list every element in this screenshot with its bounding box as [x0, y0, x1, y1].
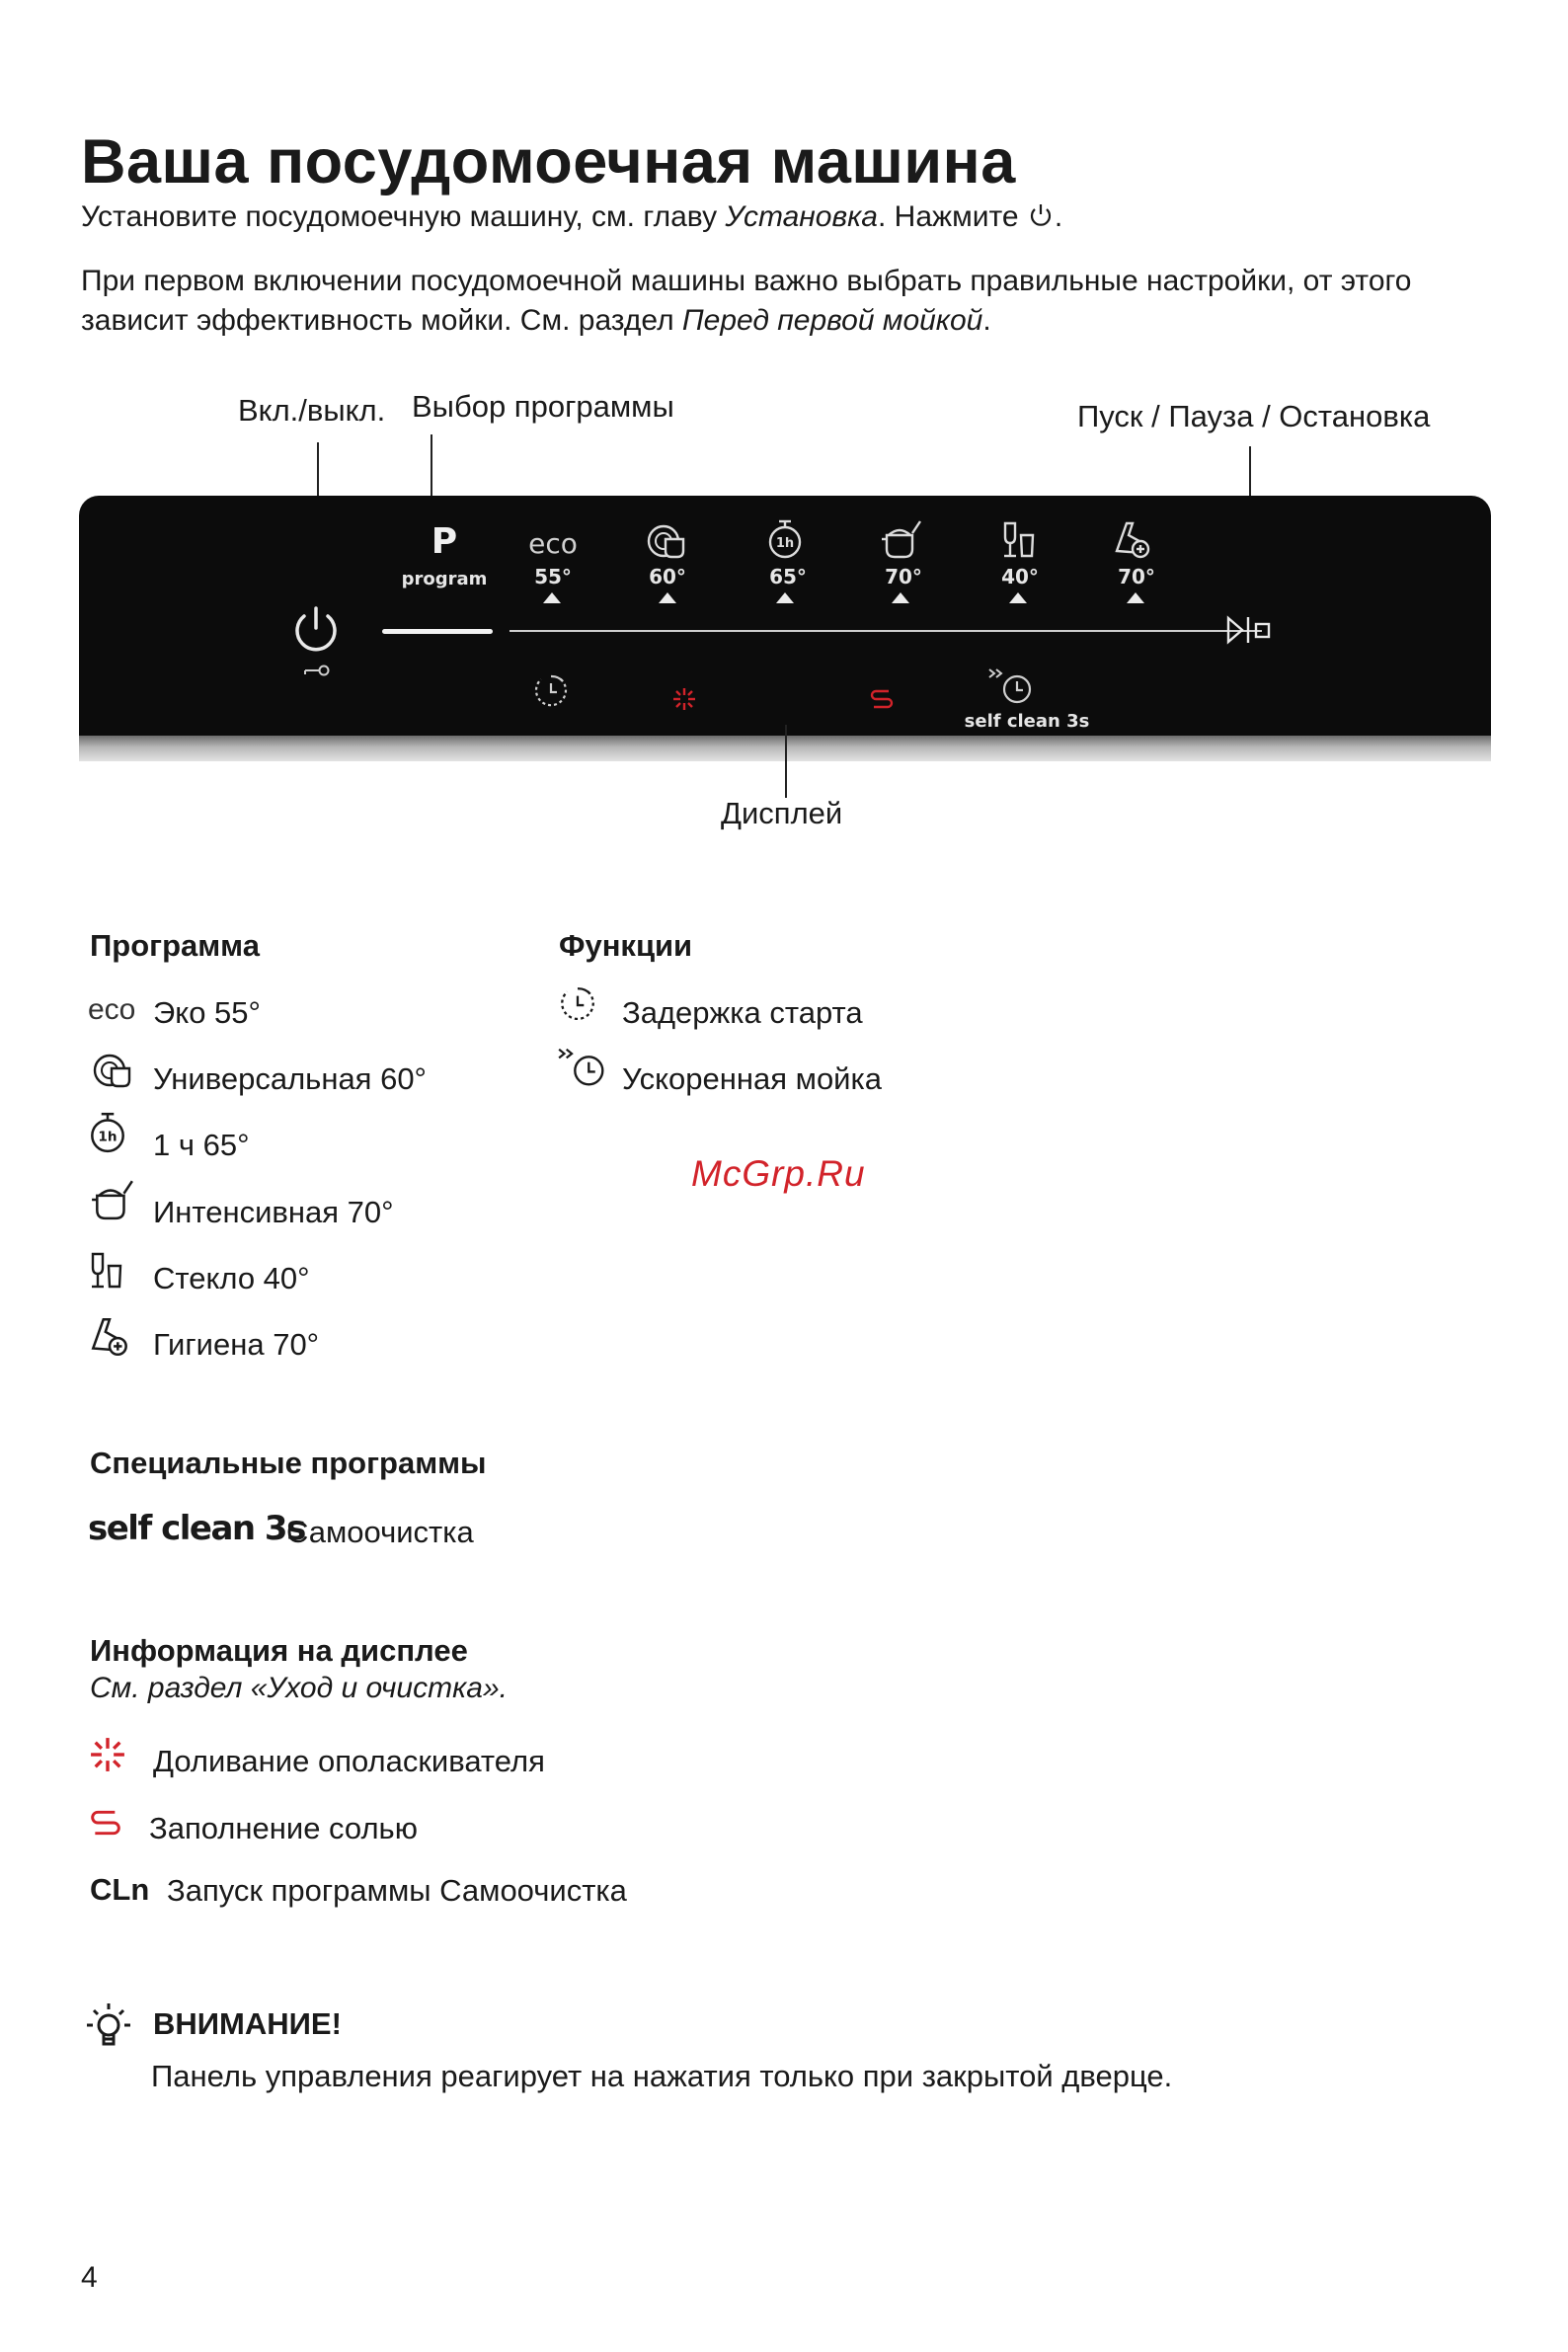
- watermark: McGrp.Ru: [691, 1153, 866, 1194]
- temp-universal: 60°: [649, 565, 686, 588]
- callout-start-pause-stop: Пуск / Пауза / Остановка: [1077, 399, 1431, 433]
- display-info-heading: Информация на дисплее: [90, 1633, 468, 1668]
- eco-program-label[interactable]: eco: [528, 527, 578, 560]
- program-slider-active: [382, 629, 493, 634]
- program-eco: Эко 55°: [153, 995, 261, 1030]
- self-clean-label[interactable]: self clean 3s: [964, 711, 1090, 732]
- lightbulb-icon: [79, 2000, 138, 2060]
- program-hygiene: Гигиена 70°: [153, 1327, 320, 1362]
- temp-one-hour: 65°: [769, 565, 807, 588]
- cln-code: CLn: [90, 1872, 150, 1907]
- hygiene-icon[interactable]: [1111, 517, 1156, 561]
- intro-text-2: При первом включении посудомоечной машины важно выбрать правильные настройки, от этого зависит эффективность мойки. См. раздел: [81, 265, 1412, 337]
- casserole-icon[interactable]: [879, 517, 924, 561]
- stop-icon[interactable]: [1256, 624, 1269, 637]
- callout-display: Дисплей: [721, 796, 843, 830]
- indicator-hygiene: [1127, 592, 1144, 603]
- indicator-intensive: [892, 592, 909, 603]
- program-slider-track: [510, 630, 1262, 632]
- program-button-letter[interactable]: P: [431, 521, 458, 562]
- intro-line-1: Установите посудомоечную машину, см. главу Установка. Нажмите .: [81, 200, 1063, 233]
- program-button-label[interactable]: program: [401, 569, 488, 589]
- pot-icon: [88, 1051, 139, 1090]
- salt-icon: [88, 1807, 123, 1839]
- speed-wash-icon[interactable]: [987, 666, 1039, 705]
- delay-start-icon[interactable]: [531, 671, 571, 711]
- intro-paragraph-2: [81, 262, 1503, 341]
- page-number: 4: [81, 2261, 98, 2294]
- power-icon: [1027, 201, 1055, 229]
- salt-icon: [869, 687, 895, 711]
- page-title: Ваша посудомоечная машина: [81, 127, 1016, 196]
- self-clean-logo: self clean 3s: [88, 1509, 305, 1548]
- programs-heading: Программа: [90, 928, 260, 963]
- intro-link-first-wash: Перед первой мойкой: [681, 304, 983, 337]
- glass-icon: [87, 1250, 126, 1292]
- power-icon[interactable]: [289, 602, 343, 656]
- function-speed-wash: Ускоренная мойка: [622, 1061, 882, 1096]
- display-info-subheading: См. раздел «Уход и очистка».: [90, 1672, 508, 1704]
- indicator-one-hour: [776, 592, 794, 603]
- program-glass: Стекло 40°: [153, 1261, 310, 1295]
- temp-intensive: 70°: [885, 565, 922, 588]
- callout-line-display: [785, 725, 787, 798]
- display-info-cln: Запуск программы Самоочистка: [167, 1873, 627, 1908]
- control-panel: [79, 496, 1491, 760]
- temp-eco: 55°: [534, 565, 572, 588]
- rinse-aid-icon: [671, 686, 697, 712]
- one-hour-badge: 1h: [775, 536, 795, 551]
- eco-icon: eco: [88, 993, 136, 1026]
- program-one-hour: 1 ч 65°: [153, 1128, 250, 1162]
- function-delay-start: Задержка старта: [622, 995, 863, 1030]
- delay-start-icon: [557, 983, 598, 1025]
- one-hour-icon-text: 1h: [98, 1129, 118, 1145]
- indicator-glass: [1009, 592, 1027, 603]
- program-universal: Универсальная 60°: [153, 1061, 427, 1096]
- one-hour-timer-icon: [87, 1110, 128, 1155]
- intro-link-installation: Установка: [725, 200, 878, 233]
- key-icon: [303, 664, 331, 677]
- pot-icon[interactable]: [644, 521, 691, 561]
- program-intensive: Интенсивная 70°: [153, 1195, 394, 1229]
- glass-icon[interactable]: [999, 519, 1039, 561]
- one-hour-timer-icon[interactable]: [765, 517, 805, 561]
- warning-text: Панель управления реагирует на нажатия только при закрытой дверце.: [151, 2059, 1173, 2093]
- casserole-icon: [87, 1177, 138, 1222]
- functions-heading: Функции: [559, 928, 693, 963]
- special-self-clean: Самоочистка: [286, 1515, 474, 1549]
- play-pause-icon[interactable]: [1224, 615, 1286, 645]
- hygiene-icon: [87, 1313, 134, 1359]
- indicator-eco: [543, 592, 561, 603]
- rinse-aid-icon: [88, 1735, 127, 1774]
- callout-program-select: Выбор программы: [412, 389, 674, 424]
- temp-hygiene: 70°: [1118, 565, 1155, 588]
- display-info-rinse-aid: Доливание ополаскивателя: [153, 1744, 545, 1778]
- special-programs-heading: Специальные программы: [90, 1446, 487, 1480]
- intro-text-end: . Нажмите: [877, 200, 1027, 233]
- speed-wash-icon: [557, 1045, 612, 1088]
- callout-power: Вкл./выкл.: [238, 393, 386, 428]
- intro-text-2-end: .: [982, 304, 991, 337]
- display-info-salt: Заполнение солью: [149, 1811, 418, 1845]
- intro-text: Установите посудомоечную машину, см. главу: [81, 200, 726, 233]
- indicator-universal: [659, 592, 676, 603]
- warning-title: ВНИМАНИЕ!: [153, 2006, 342, 2041]
- temp-glass: 40°: [1001, 565, 1039, 588]
